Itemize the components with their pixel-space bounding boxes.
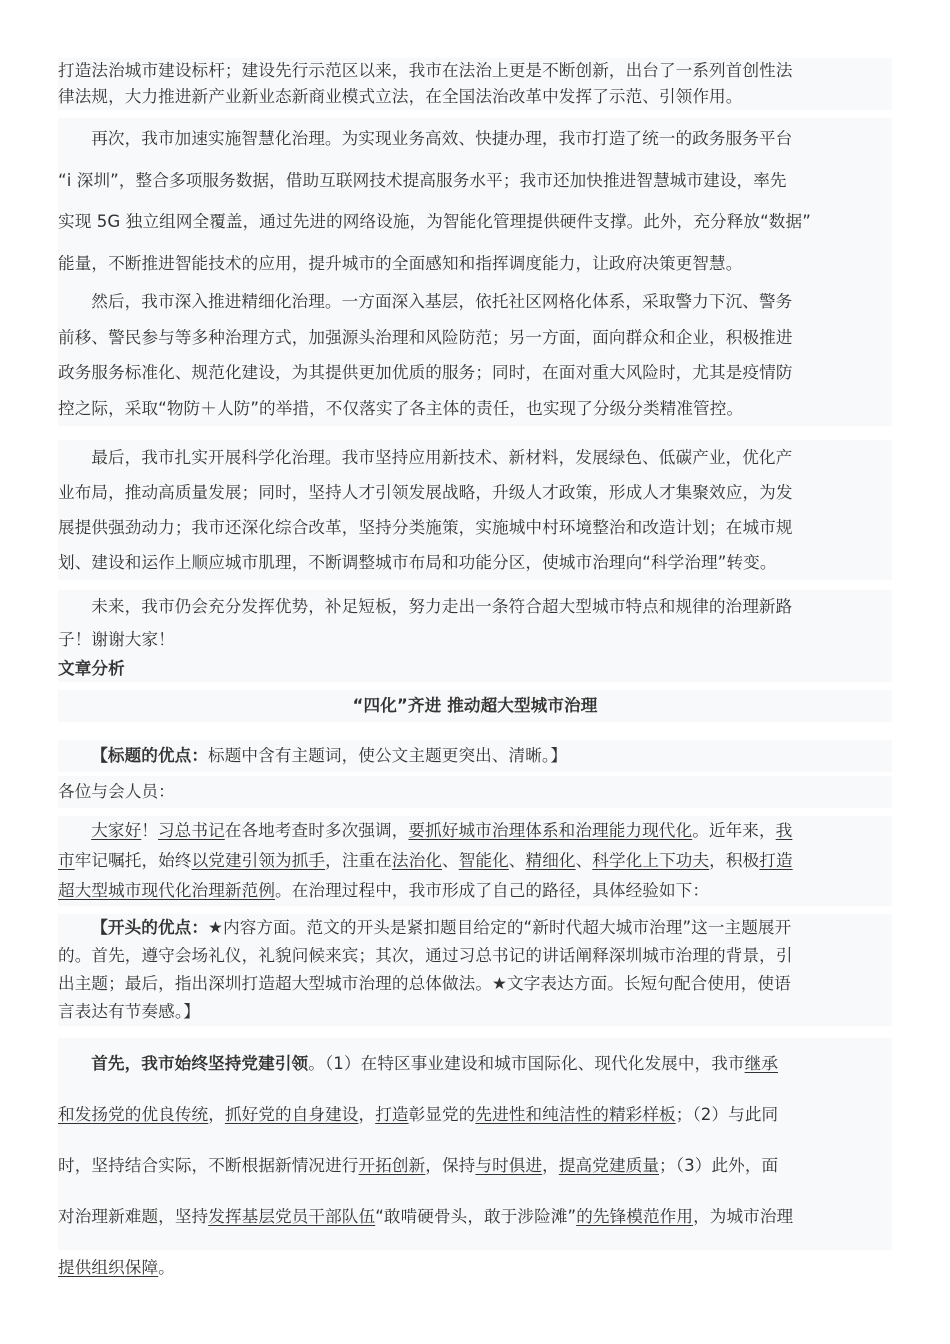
text-line bbox=[58, 816, 892, 846]
text-run: ，积极 bbox=[709, 851, 760, 870]
text-line: “i 深圳”，整合多项服务数据，借助互联网技术提高服务水平；我市还加快推进智慧城市建设，率先 bbox=[58, 170, 787, 190]
underlined-phrase: 我 bbox=[775, 821, 793, 840]
text-run: 、 bbox=[442, 851, 459, 870]
article-title bbox=[58, 690, 892, 722]
underlined-phrase: 开拓创新 bbox=[358, 1156, 426, 1175]
section-label bbox=[58, 656, 892, 682]
text-line bbox=[58, 914, 892, 942]
text-line: 出主题；最后，指出深圳打造超大型城市治理的总体做法。★文字表达方面。长短句配合使用，使语 bbox=[58, 974, 791, 993]
text-line: 然后，我市深入推进精细化治理。一方面深入基层，依托社区网格化体系，采取警力下沉、警务 bbox=[91, 292, 793, 311]
text-line bbox=[58, 1140, 892, 1191]
text-line: 前移、警民参与等多种治理方式，加强源头治理和风险防范；另一方面，面向群众和企业，积极推进 bbox=[58, 327, 793, 347]
underlined-phrase: 与时俱进 bbox=[475, 1156, 543, 1175]
text-run: 。近年来， bbox=[692, 821, 776, 840]
text-line bbox=[58, 1191, 892, 1242]
text-line: 未来，我市仍会充分发挥优势，补足短板，努力走出一条符合超大型城市特点和规律的治理新路 bbox=[91, 597, 793, 616]
text-line: 能量，不断推进智能技术的应用，提升城市的全面感知和指挥调度能力，让政府决策更智慧。 bbox=[58, 253, 743, 273]
note-label: 【开头的优点： bbox=[91, 918, 209, 937]
underlined-phrase: 市 bbox=[58, 851, 75, 870]
text-line bbox=[58, 1089, 892, 1140]
greeting-text: 各位与会人员： bbox=[58, 782, 175, 801]
underlined-phrase: 打造 bbox=[759, 851, 793, 870]
underlined-phrase: 超大型城市现代化治理新范例 bbox=[58, 881, 276, 900]
underlined-phrase: 和发扬党的优良传统 bbox=[58, 1105, 209, 1124]
text-line: 律法规，大力推进新产业新业态新商业模式立法，在全国法治改革中发挥了示范、引领作用。 bbox=[58, 87, 743, 106]
note-label: 【标题的优点： bbox=[91, 746, 209, 765]
note-text: ★内容方面。范文的开头是紧扣题目给定的“新时代超大城市治理”这一主题展开 bbox=[208, 918, 792, 937]
paragraph-rule-of-law-end bbox=[58, 58, 892, 110]
article-title-text: “四化”齐进 推动超大型城市治理 bbox=[352, 696, 598, 715]
text-run: ；（2）与此同 bbox=[675, 1105, 779, 1124]
text-line: 划、建设和运作上顺应城市肌理，不断调整城市布局和功能分区，使城市治理向“科学治理”转变。 bbox=[58, 553, 777, 572]
text-line: 控之际，采取“物防＋人防”的举措，不仅落实了各主体的责任，也实现了分级分类精准管控。 bbox=[58, 398, 744, 418]
text-line bbox=[58, 846, 892, 876]
underlined-phrase: 要抓好城市治理体系和治理能力现代化 bbox=[408, 821, 693, 840]
text-run: 彰显党的 bbox=[408, 1105, 476, 1124]
text-run: ， bbox=[542, 1156, 559, 1175]
text-run: 。在治理过程中，我市形成了自己的路径，具体经验如下： bbox=[275, 881, 710, 900]
text-line bbox=[58, 1038, 892, 1089]
underlined-phrase: 提供组织保障 bbox=[58, 1258, 159, 1277]
text-line: 再次，我市加速实施智慧化治理。为实现业务高效、快捷办理，我市打造了统一的政务服务平台 bbox=[91, 129, 793, 148]
text-run: 。 bbox=[158, 1258, 175, 1277]
text-run: ，为城市治理 bbox=[693, 1207, 794, 1226]
text-line: 最后，我市扎实开展科学化治理。我市坚持应用新技术、新材料，发展绿色、低碳产业，优化产 bbox=[91, 448, 793, 467]
paragraph-future bbox=[58, 590, 892, 656]
underlined-phrase: 科学化上下功夫 bbox=[592, 851, 710, 870]
lead-sentence: 首先，我市始终坚持党建引领 bbox=[91, 1054, 309, 1073]
text-run: 在各地考查时多次强调， bbox=[224, 821, 409, 840]
text-line: 打造法治城市建设标杆；建设先行示范区以来，我市在法治上更是不断创新，出台了一系列首创性法 bbox=[58, 61, 793, 80]
opening-note bbox=[58, 914, 892, 1026]
note-text: 标题中含有主题词，使公文主题更突出、清晰。】 bbox=[208, 746, 568, 765]
greeting bbox=[58, 776, 892, 808]
text-run: 牢记嘱托，始终 bbox=[74, 851, 192, 870]
text-line: 业布局，推动高质量发展；同时，坚持人才引领发展战略，升级人才政策，形成人才集聚效应，为发 bbox=[58, 483, 793, 502]
text-line: 言表达有节奏感。】 bbox=[58, 1002, 200, 1021]
text-run: ，保持 bbox=[425, 1156, 476, 1175]
section-label-text: 文章分析 bbox=[58, 659, 125, 678]
underlined-phrase: 发挥基层党员干部队伍 bbox=[208, 1207, 376, 1226]
paragraph-scientific-governance bbox=[58, 440, 892, 580]
text-line: 政务服务标准化、规范化建设，为其提供更加优质的服务；同时，在面对重大风险时，尤其是疫情防 bbox=[58, 363, 793, 382]
text-run: 对治理新难题，坚持 bbox=[58, 1207, 209, 1226]
underlined-phrase: 抓好党的自身建设 bbox=[224, 1105, 359, 1124]
text-line: 的。首先，遵守会场礼仪，礼貌问候来宾；其次，通过习总书记的讲话阐释深圳城市治理的背景，引 bbox=[58, 946, 793, 965]
paragraph-fine-governance bbox=[58, 284, 892, 426]
underlined-phrase: 的先锋模范作用 bbox=[576, 1207, 694, 1226]
underlined-phrase: 提高党建质量 bbox=[558, 1156, 660, 1175]
underlined-phrase: 智能化 bbox=[458, 851, 509, 870]
party-leadership-paragraph bbox=[58, 1038, 892, 1277]
underlined-phrase: 以党建引领为抓手 bbox=[191, 851, 326, 870]
underlined-phrase: 继承 bbox=[744, 1054, 779, 1073]
underlined-phrase: 法治化 bbox=[391, 851, 442, 870]
underlined-phrase: 先进性和纯洁性的精彩样板 bbox=[475, 1105, 676, 1124]
text-run: ， bbox=[208, 1105, 225, 1124]
underlined-phrase: 大家好 bbox=[91, 821, 142, 840]
text-run: ！ bbox=[141, 821, 158, 840]
text-run: ，注重在 bbox=[325, 851, 392, 870]
text-run: 。（1）在特区事业建设和城市国际化、现代化发展中，我市 bbox=[308, 1054, 745, 1073]
paragraph-smart-governance bbox=[58, 118, 892, 284]
text-run: “敢啃硬骨头，敢于涉险滩” bbox=[375, 1207, 577, 1226]
text-line bbox=[58, 876, 892, 906]
text-run: ；（3）此外，面 bbox=[659, 1156, 779, 1175]
text-line bbox=[58, 1242, 892, 1293]
underlined-phrase: 打造 bbox=[375, 1105, 409, 1124]
text-line: 展提供强劲动力；我市还深化综合改革，坚持分类施策，实施城中村环境整治和改造计划；在城市规 bbox=[58, 518, 793, 537]
underlined-phrase: 习总书记 bbox=[157, 821, 225, 840]
opening-paragraph bbox=[58, 816, 892, 906]
text-run: 、 bbox=[508, 851, 526, 870]
underlined-phrase: 精细化 bbox=[525, 851, 576, 870]
text-run: 时，坚持结合实际，不断根据新情况进行 bbox=[58, 1156, 359, 1175]
text-line: 实现 5G 独立组网全覆盖，通过先进的网络设施，为智能化管理提供硬件支撑。此外，充分释放“数据” bbox=[58, 212, 811, 231]
text-run: ， bbox=[358, 1105, 376, 1124]
text-run: 、 bbox=[575, 851, 593, 870]
text-line: 子！谢谢大家！ bbox=[58, 630, 175, 649]
title-note bbox=[58, 740, 892, 772]
